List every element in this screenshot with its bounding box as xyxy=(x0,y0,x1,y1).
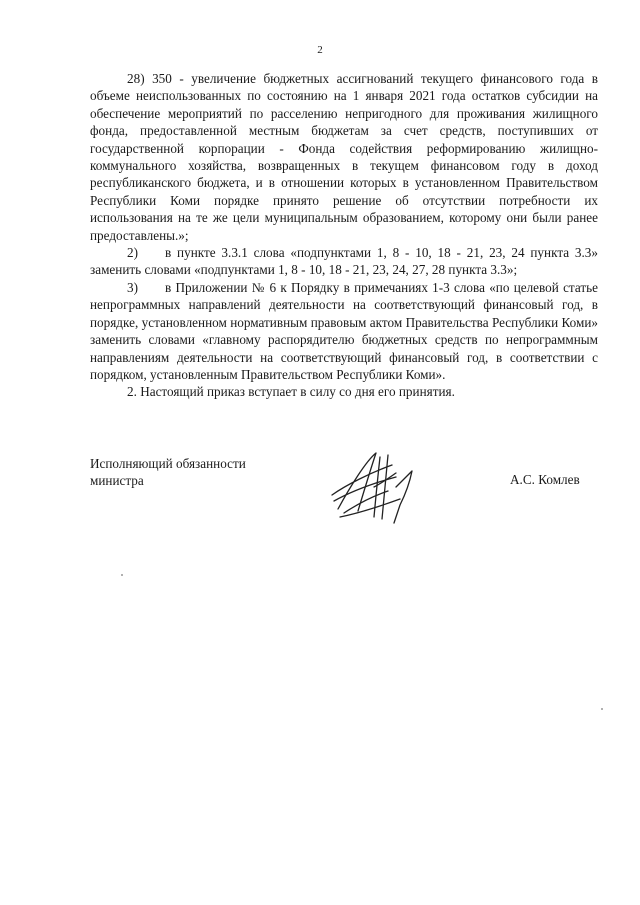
item-text: в пункте 3.3.1 слова «подпунктами 1, 8 - 10, 18 - 21, 23, 24 пункта 3.3» заменить словами «подпунктами 1, 8 - 10, 18 - 21, 23, 24, 27, 28 пункта 3.3»; xyxy=(90,245,598,278)
page-number: 2 xyxy=(317,44,323,56)
signer-title-line: Исполняющий обязанности xyxy=(90,456,246,471)
item-number: 2) xyxy=(127,245,138,261)
signer-title xyxy=(90,455,246,490)
signer-name: А.С. Комлев xyxy=(510,472,580,487)
handwritten-signature xyxy=(330,447,450,527)
paragraph-item-28: 28) 350 - увеличение бюджетных ассигнований текущего финансового года в объеме неиспользованных по состоянию на 1 января 2021 года остатков субсидии на обеспечение мероприятий по расселению непригодного для проживания жилищного фонда, предоставленной местным бюджетам за счет средств, поступивших от государственной корпорации - Фонда содействия реформированию жилищно-коммунального хозяйства, возвращенных в текущем финансовом году в доход республиканского бюджета, и в отношении которых в установленном Правительством Республики Коми порядке принято решение об отсутствии потребности их использования на те же цели муниципальным образованием, которому они были ранее предоставлены.»; xyxy=(90,71,598,243)
item-text: в Приложении № 6 к Порядку в примечаниях 1-3 слова «по целевой статье непрограммных направлений деятельности на соответствующий финансовый год, в порядке, установленном нормативным правовым актом Правительства Республики Коми» заменить словами «главному распорядителю бюджетных средств по непрограммным направлениям деятельности на соответствующий финансовый год, в соответствии с порядком, установленным Правительством Республики Коми». xyxy=(90,279,598,382)
item-number: 3) xyxy=(127,279,138,295)
paragraph-item-2 xyxy=(90,244,598,279)
signer-title-line: министра xyxy=(90,473,144,489)
scan-speck xyxy=(601,708,603,710)
paragraph-item-3 xyxy=(90,279,598,383)
document-body xyxy=(90,70,598,401)
scan-speck xyxy=(121,574,123,576)
paragraph-effective-date: 2. Настоящий приказ вступает в силу со дня его принятия. xyxy=(127,384,455,400)
